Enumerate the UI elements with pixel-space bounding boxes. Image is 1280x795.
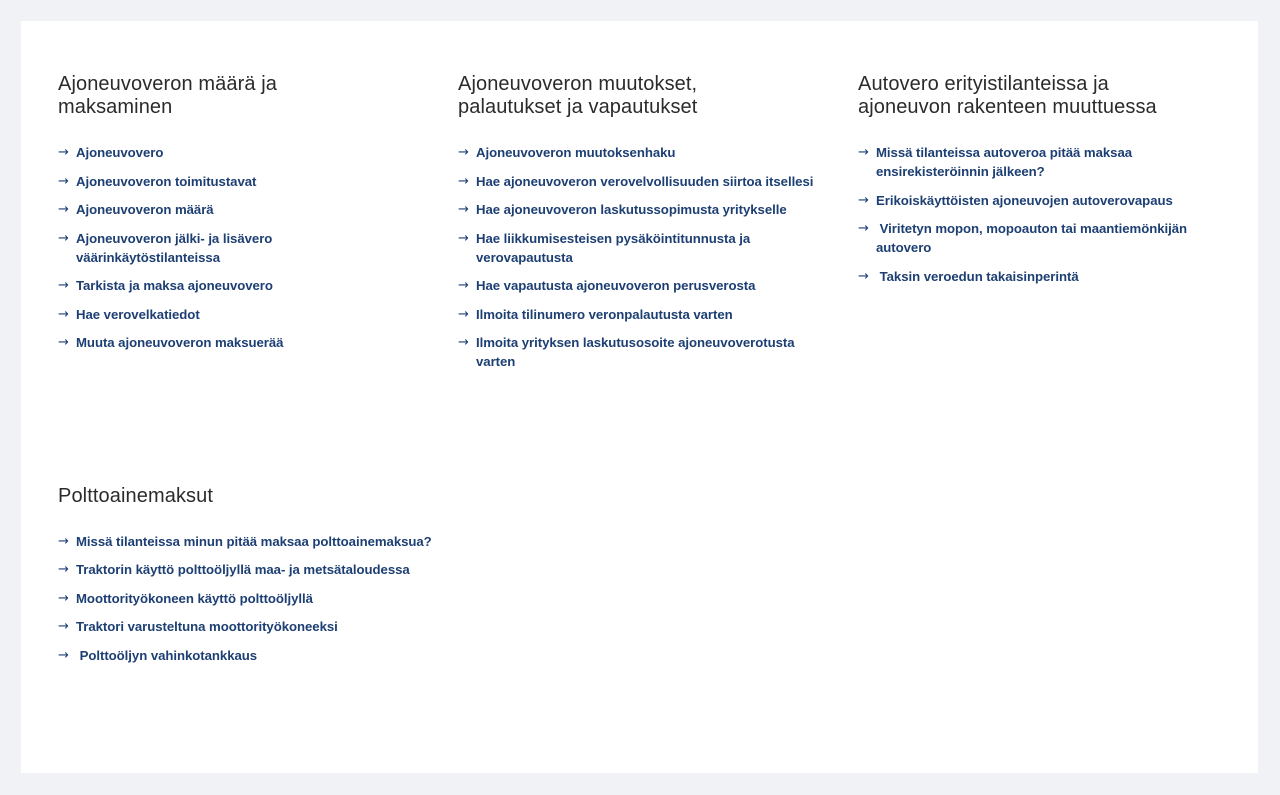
arrow-right-icon: → (58, 173, 69, 189)
arrow-right-icon: → (458, 306, 469, 322)
arrow-right-icon: → (458, 202, 469, 217)
arrow-right-icon: → (58, 278, 69, 293)
list-item[interactable] (58, 333, 398, 352)
arrow-right-icon: → (58, 306, 69, 322)
link-label[interactable]: Traktori varusteltuna moottorityökoneeksi (76, 619, 338, 634)
list-item[interactable] (58, 172, 398, 191)
link-label[interactable]: Ilmoita tilinumero veronpalautusta varten (476, 306, 733, 322)
arrow-right-icon: → (858, 192, 869, 208)
list-item[interactable] (58, 200, 398, 219)
list-item[interactable] (858, 219, 1238, 257)
link-label[interactable]: Ajoneuvoveron jälki- ja lisävero väärinkäytöstilanteissa (76, 230, 276, 265)
list-item[interactable] (58, 617, 458, 636)
arrow-right-icon: → (58, 335, 69, 350)
arrow-right-icon: → (858, 145, 869, 160)
arrow-right-icon: → (58, 533, 69, 549)
link-label[interactable]: Polttoöljyn vahinkotankkaus (76, 647, 258, 663)
arrow-right-icon: → (58, 590, 69, 606)
link-list (858, 143, 1238, 286)
link-columns-region (58, 73, 1238, 381)
link-label[interactable]: Hae ajoneuvoveron verovelvollisuuden siirtoa itsellesi (476, 173, 814, 189)
link-label[interactable]: Taksin veroedun takaisinperintä (876, 268, 1079, 284)
arrow-right-icon: → (458, 335, 469, 350)
column-autovero-erityistilanteissa (858, 73, 1238, 295)
list-item[interactable] (458, 200, 822, 219)
column-heading: Ajoneuvoveron muutokset, palautukset ja vapautukset (458, 73, 698, 118)
list-item[interactable] (458, 229, 822, 267)
link-label[interactable]: Hae liikkumisesteisen pysäköintitunnusta ja verovapautusta (476, 230, 754, 265)
arrow-right-icon: → (458, 278, 469, 293)
list-item[interactable] (58, 143, 398, 162)
link-label[interactable]: Moottorityökoneen käyttö polttoöljyllä (76, 590, 313, 606)
link-list (458, 143, 822, 371)
list-item[interactable] (58, 229, 398, 267)
column-ajoneuvoveron-maara-ja-maksaminen (58, 73, 458, 362)
column-heading: Ajoneuvoveron määrä ja maksaminen (58, 73, 277, 118)
arrow-right-icon: → (58, 202, 69, 217)
arrow-right-icon: → (58, 145, 69, 160)
link-label[interactable]: Ajoneuvoveron määrä (76, 202, 214, 217)
list-item[interactable] (458, 305, 822, 324)
arrow-right-icon: → (458, 230, 469, 246)
link-label[interactable]: Hae vapautusta ajoneuvoveron perusverosta (476, 278, 756, 293)
column-ajoneuvoveron-muutokset-palautukset-ja-vapautukset (458, 73, 858, 381)
link-label[interactable]: Viritetyn mopon, mopoauton tai maantiemönkijän autovero (876, 221, 1191, 255)
list-item[interactable] (58, 305, 398, 324)
list-item[interactable] (58, 276, 398, 295)
link-label[interactable]: Missä tilanteissa autoveroa pitää maksaa ensirekisteröinnin jälkeen? (876, 145, 1136, 179)
link-label[interactable]: Hae verovelkatiedot (76, 306, 200, 322)
list-item[interactable] (58, 646, 458, 665)
link-label[interactable]: Ajoneuvoveron muutoksenhaku (476, 145, 676, 160)
link-label[interactable]: Tarkista ja maksa ajoneuvovero (76, 278, 273, 293)
arrow-right-icon: → (58, 230, 69, 246)
link-label[interactable]: Ilmoita yrityksen laskutusosoite ajoneuvoverotusta varten (476, 335, 799, 369)
link-label[interactable]: Hae ajoneuvoveron laskutussopimusta yritykselle (476, 202, 787, 217)
list-item[interactable] (58, 560, 458, 579)
arrow-right-icon: → (58, 619, 69, 634)
link-label[interactable]: Muuta ajoneuvoveron maksuerää (76, 335, 284, 350)
arrow-right-icon: → (58, 562, 69, 577)
list-item[interactable] (458, 276, 822, 295)
list-item[interactable] (58, 589, 458, 608)
list-item[interactable] (858, 143, 1238, 181)
link-label[interactable]: Ajoneuvovero (76, 145, 164, 160)
arrow-right-icon: → (858, 268, 869, 284)
link-label[interactable]: Erikoiskäyttöisten ajoneuvojen autoverovapaus (876, 192, 1173, 208)
section-polttoainemaksut (58, 485, 458, 674)
arrow-right-icon: → (858, 221, 869, 236)
link-label[interactable]: Missä tilanteissa minun pitää maksaa polttoainemaksua? (76, 533, 432, 549)
list-item[interactable] (858, 191, 1238, 210)
link-label[interactable]: Traktorin käyttö polttoöljyllä maa- ja metsätaloudessa (76, 562, 410, 577)
section-heading: Polttoainemaksut (58, 485, 214, 507)
list-item[interactable] (458, 172, 822, 191)
list-item[interactable] (58, 532, 458, 551)
link-list (58, 532, 458, 665)
content-card (21, 21, 1258, 773)
list-item[interactable] (858, 267, 1238, 286)
column-heading: Autovero erityistilanteissa ja ajoneuvon rakenteen muuttuessa (858, 73, 1157, 118)
link-list (58, 143, 398, 352)
link-label[interactable]: Ajoneuvoveron toimitustavat (76, 173, 257, 189)
arrow-right-icon: → (458, 145, 469, 160)
arrow-right-icon: → (58, 647, 69, 663)
arrow-right-icon: → (458, 173, 469, 189)
list-item[interactable] (458, 143, 822, 162)
list-item[interactable] (458, 333, 822, 371)
